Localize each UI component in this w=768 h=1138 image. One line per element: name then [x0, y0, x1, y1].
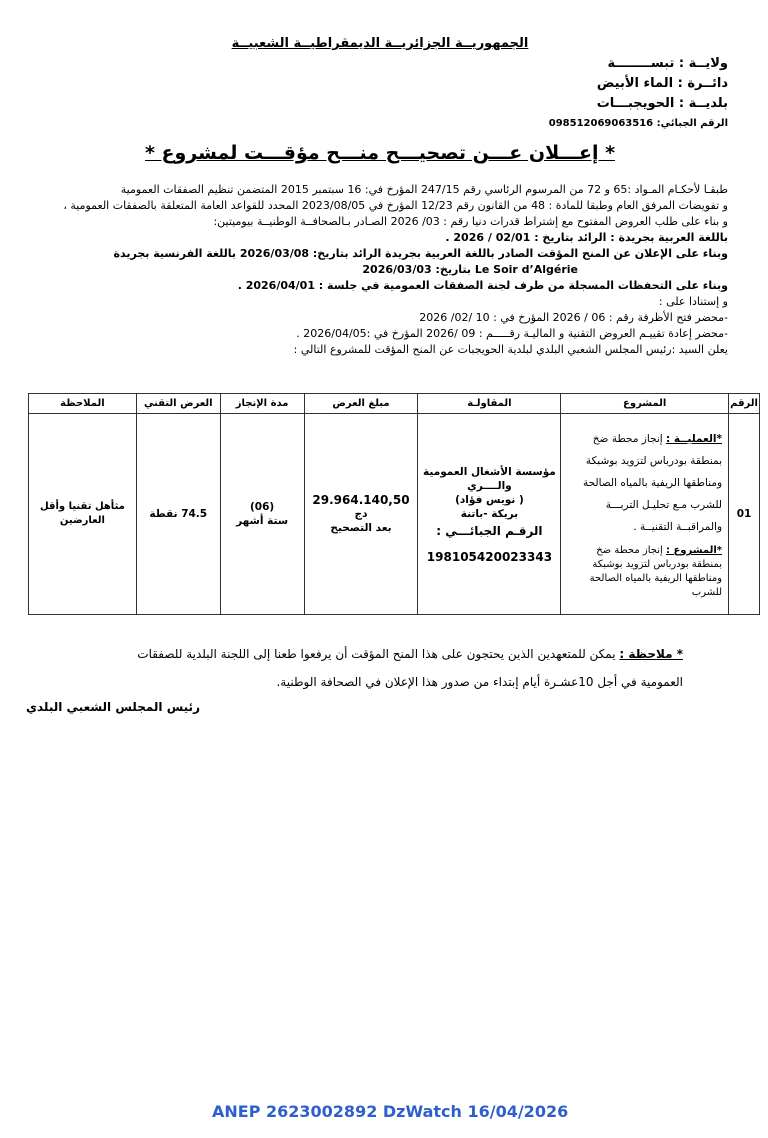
administration-block	[448, 54, 728, 134]
header-technical-score: العرض التقني	[136, 394, 220, 414]
header-amount: مبلغ العرض	[304, 394, 418, 414]
body-line-11: يعلن السيد :رئيس المجلس الشعبي البلدي لبلدية الحويجبات عن المنح المؤقت للمشروع التالي :	[293, 343, 728, 356]
project-label: *المشروع :	[665, 545, 723, 556]
header-number: الرقم	[729, 394, 760, 414]
body-line-2: و تفويضات المرفق العام وطبقا للمادة : 48 من القانون رقم 12/23 المؤرخ في 2023/08/05 المحدد للقواعد العامة المتعلقة بالصفقات العمومية ،	[63, 199, 728, 212]
contractor-tax-label: الرقـم الجبائـــي :	[436, 523, 543, 538]
header-duration: مدة الإنجاز	[220, 394, 304, 414]
table-row	[29, 414, 760, 615]
contractor-person: ( نويس فؤاد)	[455, 493, 524, 506]
footer-reference: ANEP 2623002892 DzWatch 16/04/2026	[212, 1102, 569, 1121]
body-line-9: -محضر فتح الأظرفة رقم : 06 / 2026 المؤرخ في : 10 /02/ 2026	[419, 311, 728, 324]
commune-line: بلديــة : الحويجبـــات	[596, 96, 728, 111]
contractor-cell	[418, 414, 561, 615]
body-line-10: -محضر إعادة تقييـم العروض التقنية و الماليـة رقـــــم : 09 /2026 المؤرخ في :2026/04/05 .	[296, 327, 728, 340]
body-line-6: Le Soir d’Algérie بتاريخ: 2026/03/03	[362, 263, 578, 276]
header-remark: الملاحظة	[29, 394, 137, 414]
note-label: * ملاحظة :	[619, 647, 683, 661]
body-line-1: طبقـا لأحكـام المـواد :65 و 72 من المرسوم الرئاسي رقم 247/15 المؤرخ في: 16 سبتمبر 2015 المتضمن تنظيم الصفقات العمومية	[120, 183, 728, 196]
duration-text: ستة أشهر	[236, 515, 289, 527]
header-contractor: المقاولـة	[418, 394, 561, 414]
project-cell	[561, 414, 729, 615]
technical-score: 74.5 نقطة	[136, 414, 220, 615]
amount-cell	[304, 414, 418, 615]
announcement-body	[38, 182, 728, 358]
note-line-2: العمومية في أجل 10عشـرة أيام إبتداء من صدور هذا الإعلان في الصحافة الوطنية.	[276, 675, 683, 689]
remark: مثأهل تقنيا وأقل العارضين	[29, 414, 137, 615]
body-line-5: وبناء على الإعلان عن المنح المؤقت الصادر باللغة العربية بجريدة الرائد بتاريخ: 2026/03/08 باللغة الفرنسية بجريدة	[113, 247, 728, 260]
body-line-8: و إستنادا على :	[658, 295, 728, 308]
header-project: المشروع	[561, 394, 729, 414]
tax-id-line: الرقم الجبائي: 098512069063516	[548, 118, 728, 129]
currency: دج	[354, 508, 368, 520]
duration-cell	[220, 414, 304, 615]
contractor-name: مؤسسة الأشغال العمومية والــــري	[423, 465, 556, 492]
body-line-3: و بناء على طلب العروض المفتوح مع إشتراط قدرات دنيا رقم : 03/ 2026 الصـادر بـالصحافــة الوطنيــة بيوميتين:	[213, 215, 728, 228]
amount-note: بعد التصحيح	[330, 522, 392, 534]
contractor-place: بريكة -باتنة	[460, 507, 519, 520]
row-number: 01	[729, 414, 760, 615]
note-block	[63, 640, 683, 696]
daira-line: دائــرة : الماء الأبيض	[596, 76, 728, 91]
body-line-7: وبناء على التحفظات المسجلة من طرف لجنة الصفقات العمومية في جلسة : 2026/04/01 .	[237, 279, 728, 292]
announcement-title-text: * إعـــلان عـــن تصحيـــح منـــح مؤقـــت لمشروع *	[144, 142, 616, 164]
contractor-tax-id: 198105420023343	[426, 549, 553, 564]
signature: رئيس المجلس الشعبي البلدي	[26, 700, 200, 714]
body-line-4: باللغة العربية بجريدة : الرائد بتاريخ : 02/01 / 2026 .	[445, 231, 728, 244]
republic-header: الجمهوريــة الجزائريــة الديمقراطيــة الشعبيــة	[231, 36, 529, 51]
operation-text: إنجاز محطة ضخ بمنطقة بودرباس لتزويد بوشبكة ومناطقها الريفية بالمياه الصالحة للشرب مـع تحليـل التربـــة والمراقبــة التقنيــة .	[583, 433, 723, 533]
wilaya-line: ولايــة : تبســــــــة	[607, 56, 728, 71]
note-line-1: يمكن للمتعهدين الذين يحتجون على هذا المنح المؤقت أن يرفعوا طعنا إلى اللجنة البلدية للصفقات	[137, 647, 616, 661]
duration-number: (06)	[249, 501, 275, 513]
project-text: إنجاز محطة ضخ بمنطقة بودرباس لتزويد بوشبكة ومناطقها الريفية بالمياه الصالحة للشرب	[589, 545, 723, 598]
operation-label: *العمليــة :	[666, 433, 723, 445]
announcement-title	[100, 142, 660, 164]
offer-amount: 29.964.140,50	[312, 493, 410, 507]
award-table	[28, 393, 760, 615]
table-header-row	[29, 394, 760, 414]
